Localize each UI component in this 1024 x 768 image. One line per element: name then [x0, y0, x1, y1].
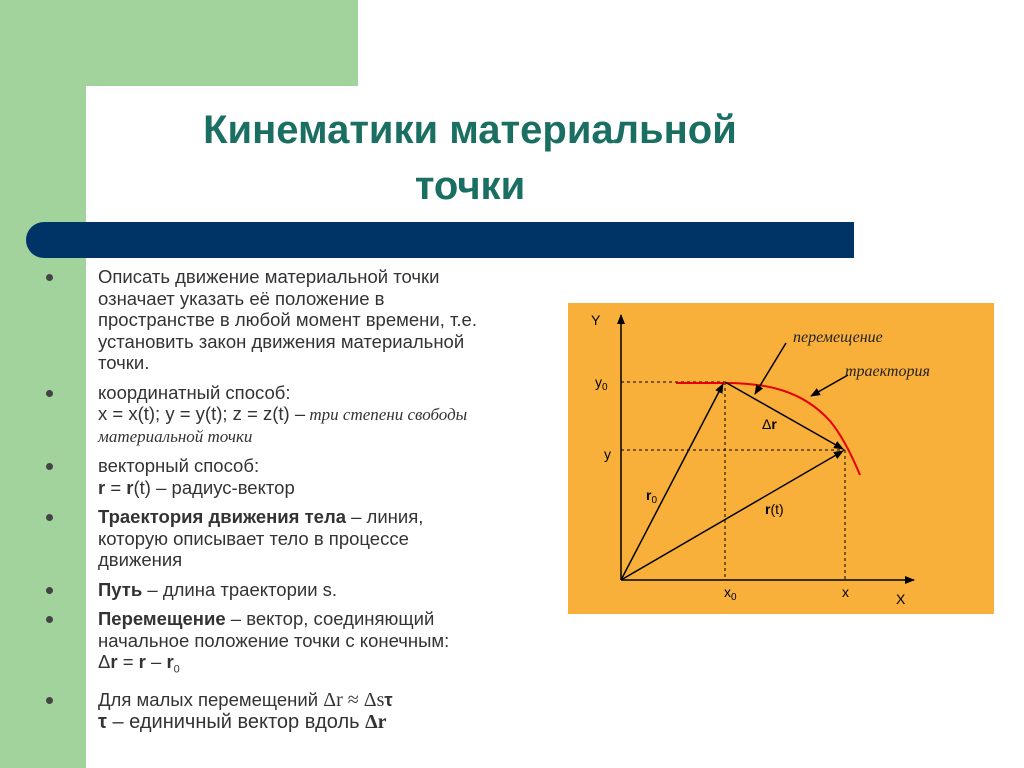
- bullet-text: точки.: [98, 352, 150, 373]
- displacement-label: перемещение: [793, 329, 883, 346]
- bullet-dot-icon: [46, 697, 53, 704]
- radius-vector-text: (t) – радиус-вектор: [133, 476, 295, 498]
- term-path: Путь: [98, 578, 143, 600]
- kinematics-diagram: [568, 303, 994, 614]
- coordinate-equations: x = x(t); y = y(t); z = z(t) –: [98, 403, 306, 424]
- diagram-svg: [568, 303, 994, 614]
- vector-r: r: [98, 476, 106, 498]
- bullet-dot-icon: [46, 616, 53, 623]
- bullet-text: – линия,: [345, 506, 424, 527]
- bullet-text: движения: [98, 549, 183, 570]
- bullet-text: установить закон движения материальной: [98, 330, 465, 352]
- delta-symbol: Δ: [98, 651, 111, 672]
- vector-r: r: [126, 476, 134, 498]
- top-green-band: [0, 0, 358, 86]
- x-axis-label: X: [896, 591, 906, 607]
- bullet-trajectory: [40, 506, 580, 571]
- bullet-dot-icon: [46, 390, 53, 397]
- minus-sign: –: [145, 651, 167, 672]
- y-axis-label: Y: [591, 312, 601, 328]
- bullet-text: – единичный вектор вдоль: [106, 710, 366, 733]
- y-label: y: [604, 446, 611, 462]
- bullet-dot-icon: [46, 587, 53, 594]
- trajectory-pointer: [811, 375, 848, 396]
- x0-label: $x_0$: [724, 584, 737, 603]
- trajectory-label: траектория: [845, 363, 930, 380]
- equals-sign: =: [117, 651, 139, 672]
- bullet-dot-icon: [46, 514, 53, 521]
- vector-r: r: [138, 651, 146, 672]
- unit-vector-tau: τ: [98, 710, 107, 733]
- bullet-dot-icon: [46, 463, 53, 470]
- bullet-text: Описать движение материальной точки: [98, 266, 440, 287]
- title-line-1: Кинематики материальной: [203, 108, 737, 152]
- term-trajectory: Траектория движения тела: [98, 506, 346, 527]
- bullet-text: начальное положение точки с конечным:: [98, 629, 450, 651]
- bullet-vector-method: [40, 455, 580, 498]
- delta-r-label: Δr: [762, 416, 777, 432]
- rt-label: r(t): [765, 501, 784, 517]
- bullet-small-displacement: [40, 689, 580, 733]
- y0-label: $y_0$: [595, 374, 608, 393]
- displacement-formula: [98, 651, 580, 681]
- bullet-dot-icon: [46, 274, 53, 281]
- term-displacement: Перемещение: [98, 608, 226, 629]
- bullet-formula-line: [98, 403, 580, 426]
- slide-title: [120, 102, 820, 214]
- degrees-of-freedom-note: три степени свободы: [305, 405, 468, 424]
- bullet-path: [40, 579, 580, 601]
- subscript-zero: 0: [173, 663, 180, 676]
- bullet-displacement: [40, 608, 580, 681]
- bullet-text: координатный способ:: [98, 381, 291, 403]
- delta-r-symbol: Δr: [365, 710, 387, 733]
- degrees-of-freedom-note-cont: материальной точки: [98, 426, 253, 446]
- bullet-text: – длина траектории s.: [142, 578, 338, 600]
- bullet-text: означает указать её положение в: [98, 287, 385, 309]
- bullet-list: [40, 266, 580, 741]
- title-divider-bar: [26, 222, 854, 258]
- bullet-text: Для малых перемещений: [98, 689, 324, 711]
- bullet-text: – вектор, соединяющий: [225, 608, 435, 629]
- bullet-coordinate-method: [40, 382, 580, 448]
- title-line-2: точки: [414, 164, 526, 208]
- bullet-text: которую описывает тело в процессе: [98, 527, 409, 549]
- x-label: x: [842, 584, 849, 600]
- bullet-text: векторный способ:: [98, 455, 260, 476]
- r0-label: $r_0$: [646, 487, 658, 506]
- vector-r: r: [110, 651, 118, 672]
- bullet-describe-motion: [40, 266, 580, 374]
- approx-formula: Δr ≈ Δs: [323, 689, 385, 712]
- vector-r0: r: [166, 651, 174, 672]
- unit-vector-tau: τ: [384, 689, 393, 711]
- bullet-text: пространстве в любой момент времени, т.е.: [98, 309, 477, 330]
- bullet-formula-line: [98, 477, 580, 499]
- equals-sign: =: [105, 476, 127, 498]
